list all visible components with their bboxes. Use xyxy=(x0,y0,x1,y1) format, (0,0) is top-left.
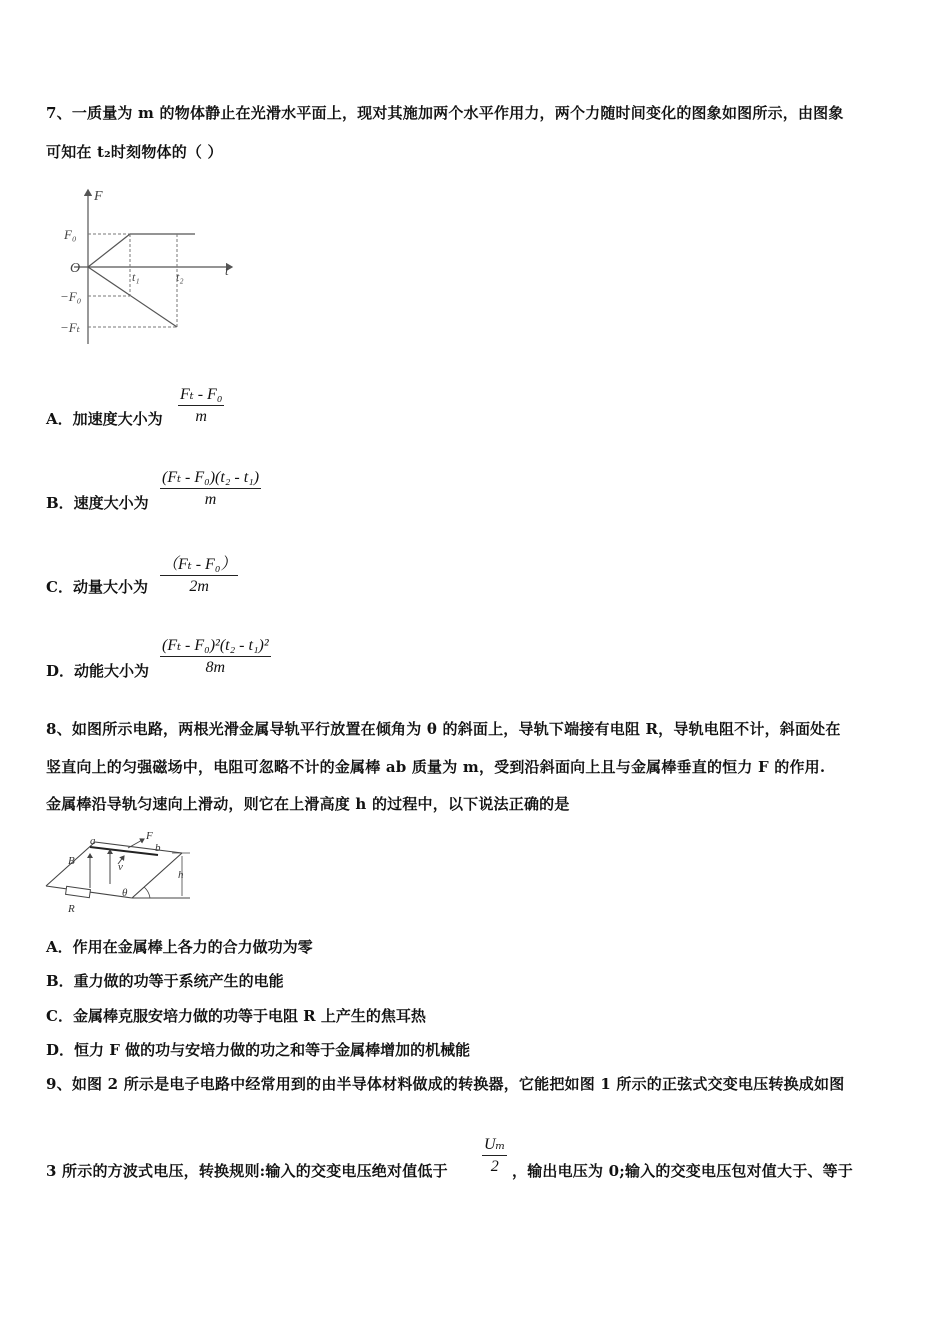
frac-numerator: (Fₜ - F₀)²(t₂ - t₁)² xyxy=(160,635,271,657)
q7-option-b-label: B．速度大小为 xyxy=(46,494,149,512)
label-neg-F0: −F₀ xyxy=(60,289,82,304)
q8-stem-line3: 金属棒沿导轨匀速向上滑动，则它在上滑高度 h 的过程中，以下说法正确的是 xyxy=(46,795,570,813)
label-origin: O xyxy=(70,261,81,276)
q8-option-a: A．作用在金属棒上各力的合力做功为零 xyxy=(46,938,313,956)
frac-numerator: （Fₜ - F₀） xyxy=(160,551,238,576)
label-t1: t₁ xyxy=(132,270,140,284)
q7-force-time-graph xyxy=(60,182,250,352)
q9-stem-line1: 9、如图 2 所示是电子电路中经常用到的由半导体材料做成的转换器，它能把如图 1 所示的正弦式交变电压转换成如图 xyxy=(46,1075,845,1093)
frac-denominator: 8m xyxy=(205,659,226,676)
axis-label-F: F xyxy=(94,189,103,204)
frac-numerator: (Fₜ - F₀)(t₂ - t₁) xyxy=(160,467,261,489)
frac-numerator: Fₜ - F₀ xyxy=(178,384,224,406)
label-F: F xyxy=(146,830,153,842)
q7-option-b-fraction xyxy=(160,467,261,509)
q8-incline-rail-figure xyxy=(40,826,200,918)
label-theta: θ xyxy=(122,887,128,899)
frac-denominator: m xyxy=(195,408,207,425)
label-v: v xyxy=(118,861,123,873)
q8-option-d: D．恒力 F 做的功与安培力做的功之和等于金属棒增加的机械能 xyxy=(46,1041,471,1059)
q7-option-d-label: D．动能大小为 xyxy=(46,662,150,680)
label-R: R xyxy=(68,903,75,915)
frac-numerator: Uₘ xyxy=(482,1134,507,1156)
q8-option-b: B．重力做的功等于系统产生的电能 xyxy=(46,972,284,990)
q8-stem-line2: 竖直向上的匀强磁场中，电阻可忽略不计的金属棒 ab 质量为 m，受到沿斜面向上且与金属棒垂直的恒力 F 的作用. xyxy=(46,758,826,776)
frac-denominator: 2m xyxy=(189,578,209,595)
q8-option-c: C．金属棒克服安培力做的功等于电阻 R 上产生的焦耳热 xyxy=(46,1007,426,1025)
label-a: a xyxy=(90,835,96,847)
q8-stem-line1: 8、如图所示电路，两根光滑金属导轨平行放置在倾角为 θ 的斜面上，导轨下端接有电阻 R，导轨电阻不计，斜面处在 xyxy=(46,720,841,738)
axis-label-t: t xyxy=(225,263,229,278)
q7-stem-line2: 可知在 t₂时刻物体的（ ） xyxy=(46,143,223,161)
label-t2: t₂ xyxy=(176,270,184,284)
q7-option-a-label: A．加速度大小为 xyxy=(46,410,163,428)
q7-stem-line1: 7、一质量为 m 的物体静止在光滑水平面上，现对其施加两个水平作用力，两个力随时间变化的图象如图所示，由图象 xyxy=(46,104,844,122)
frac-denominator: m xyxy=(204,491,217,508)
q7-option-c-label: C．动量大小为 xyxy=(46,578,148,596)
label-B: B xyxy=(68,855,75,867)
q9-stem-line2-post: ，输出电压为 0;输入的交变电压包对值大于、等于 xyxy=(512,1162,853,1180)
label-b: b xyxy=(155,842,161,854)
label-h: h xyxy=(178,869,184,881)
label-F0: F₀ xyxy=(64,227,77,242)
q7-option-d-fraction xyxy=(160,635,271,677)
q9-stem-line2-pre: 3 所示的方波式电压，转换规则:输入的交变电压绝对值低于 xyxy=(46,1162,448,1180)
frac-denominator: 2 xyxy=(490,1158,499,1175)
q7-option-a-fraction xyxy=(178,384,224,426)
q9-inline-fraction xyxy=(482,1134,507,1176)
q7-option-c-fraction xyxy=(160,551,238,596)
label-neg-Ft: −Fₜ xyxy=(60,320,80,335)
